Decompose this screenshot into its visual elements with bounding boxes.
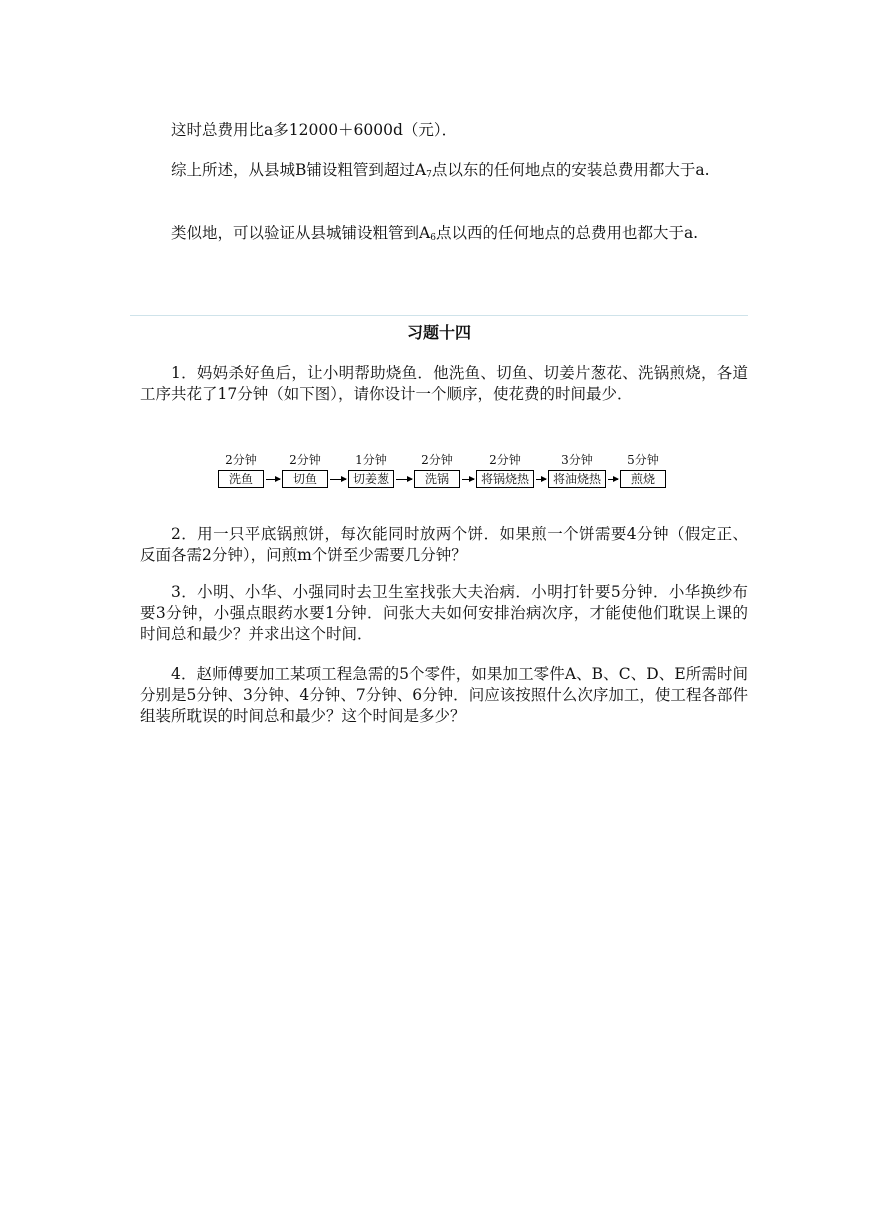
summary-subscript: 7 bbox=[426, 170, 432, 180]
flow-arrow-icon bbox=[536, 479, 546, 480]
flow-step-time: 2分钟 bbox=[489, 453, 521, 467]
problem-2: 2．用一只平底锅煎饼，每次能同时放两个饼．如果煎一个饼需要4分钟（假定正、反面各需2分钟），问煎m个饼至少需要几分钟？ bbox=[140, 525, 748, 564]
flow-step-7 bbox=[620, 452, 666, 488]
problem-4: 4．赵师傅要加工某项工程急需的5个零件，如果加工零件A、B、C、D、E所需时间分别是5分钟、3分钟、4分钟、7分钟、6分钟．问应该按照什么次序加工，使工程各部件组装所耽误的时间总和最少？这个时间是多少？ bbox=[140, 665, 748, 725]
flow-step-box: 切姜葱 bbox=[348, 470, 394, 488]
flow-step-box: 洗鱼 bbox=[218, 470, 264, 488]
flow-step-box: 将锅烧热 bbox=[476, 470, 534, 488]
flowchart bbox=[215, 452, 675, 498]
section-title: 习题十四 bbox=[406, 323, 471, 342]
flow-step-time: 1分钟 bbox=[355, 453, 387, 467]
flow-step-box: 煎烧 bbox=[620, 470, 666, 488]
flow-step-time: 5分钟 bbox=[627, 453, 659, 467]
similarly-subscript: 6 bbox=[430, 233, 436, 243]
flow-step-time: 3分钟 bbox=[561, 453, 593, 467]
flow-step-box: 洗锅 bbox=[414, 470, 460, 488]
flow-step-box: 切鱼 bbox=[282, 470, 328, 488]
flow-step-6 bbox=[548, 452, 606, 488]
flow-step-4 bbox=[414, 452, 460, 488]
flow-arrow-icon bbox=[396, 479, 412, 480]
paragraph-total-cost: 这时总费用比a多12000＋6000d（元）． bbox=[171, 121, 458, 139]
flow-step-3 bbox=[348, 452, 394, 488]
flow-arrow-icon bbox=[608, 479, 618, 480]
similarly-text-b: 点以西的任何地点的总费用也都大于a. bbox=[435, 224, 699, 242]
summary-text-b: 点以东的任何地点的安装总费用都大于a. bbox=[431, 161, 710, 179]
flow-step-2 bbox=[282, 452, 328, 488]
problem-1: 1．妈妈杀好鱼后，让小明帮助烧鱼．他洗鱼、切鱼、切姜片葱花、洗锅煎烧，各道工序共花了17分钟（如下图），请你设计一个顺序，使花费的时间最少． bbox=[140, 364, 748, 403]
paragraph-summary bbox=[140, 160, 748, 181]
problem-3: 3．小明、小华、小强同时去卫生室找张大夫治病．小明打针要5分钟．小华换纱布要3分钟，小强点眼药水要1分钟．问张大夫如何安排治病次序，才能使他们耽误上课的时间总和最少？并求出这个时间． bbox=[140, 583, 748, 643]
flow-step-time: 2分钟 bbox=[225, 453, 257, 467]
flow-step-box: 将油烧热 bbox=[548, 470, 606, 488]
paragraph-similarly bbox=[140, 223, 748, 244]
section-divider bbox=[130, 315, 748, 316]
similarly-text-a: 类似地，可以验证从县城铺设粗管到A bbox=[171, 224, 431, 242]
flow-step-5 bbox=[476, 452, 534, 488]
flow-arrow-icon bbox=[266, 479, 280, 480]
summary-text-a: 综上所述，从县城B铺设粗管到超过A bbox=[171, 161, 427, 179]
flow-step-time: 2分钟 bbox=[421, 453, 453, 467]
flow-arrow-icon bbox=[330, 479, 346, 480]
flow-step-1 bbox=[218, 452, 264, 488]
flow-step-time: 2分钟 bbox=[289, 453, 321, 467]
flow-arrow-icon bbox=[462, 479, 474, 480]
